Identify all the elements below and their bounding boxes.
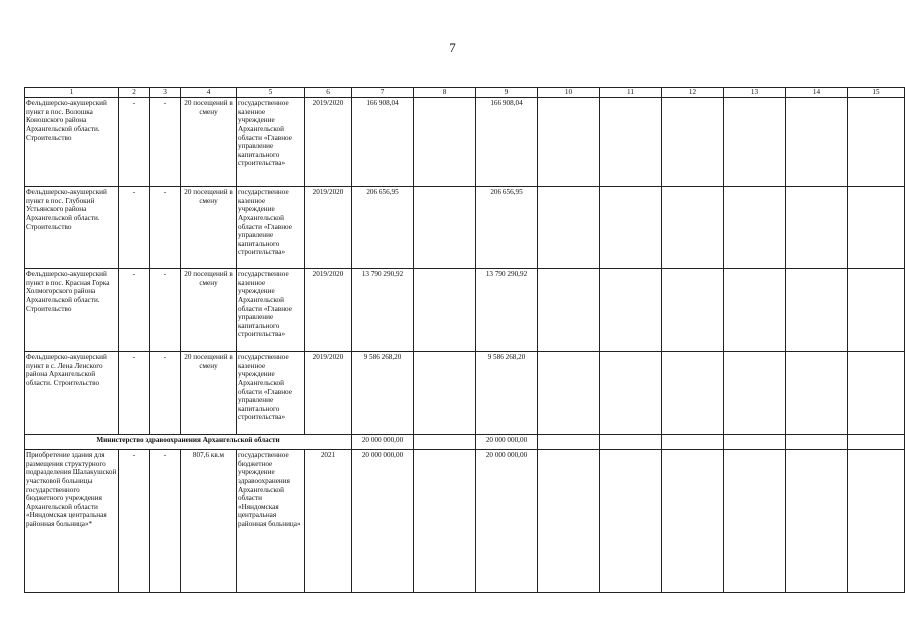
empty-cell [724,187,786,269]
cell-col8 [414,352,476,435]
empty-cell [662,187,724,269]
empty-cell [600,269,662,352]
capacity-cell: 20 посещений в смену [181,269,237,352]
empty-cell [600,450,662,593]
column-header: 8 [414,88,476,98]
cell-col2: - [119,187,150,269]
cell-col2: - [119,98,150,187]
empty-cell [848,269,905,352]
column-header: 15 [848,88,905,98]
cell-col9: 206 656,95 [476,187,538,269]
empty-cell [600,98,662,187]
capacity-cell: 20 посещений в смену [181,352,237,435]
column-header: 11 [600,88,662,98]
cell-col3: - [150,352,181,435]
empty-cell [848,187,905,269]
cell-col9: 20 000 000,00 [476,450,538,593]
investment-table [24,87,905,593]
empty-cell [848,352,905,435]
column-header: 13 [724,88,786,98]
table-row [25,98,905,187]
total-cell: 20 000 000,00 [352,450,414,593]
total-cell: 9 586 268,20 [352,352,414,435]
empty-cell [662,435,724,450]
column-header: 4 [181,88,237,98]
cell-col3: - [150,269,181,352]
capacity-cell: 807,6 кв.м [181,450,237,593]
empty-cell [538,187,600,269]
cell-col9: 166 908,04 [476,98,538,187]
table-row [25,187,905,269]
total-cell: 206 656,95 [352,187,414,269]
capacity-cell: 20 посещений в смену [181,98,237,187]
cell-col3: - [150,98,181,187]
empty-cell [786,269,848,352]
empty-cell [786,435,848,450]
column-header: 1 [25,88,119,98]
cell-col8 [414,269,476,352]
empty-cell [724,435,786,450]
column-header: 12 [662,88,724,98]
object-name: Приобретение здания для размещения структурного подразделения Шалакушской участковой больницы государственного бюджетного учреждения Архангельской области «Няндомская центральная районная больница»* [25,450,119,593]
empty-cell [848,98,905,187]
empty-cell [538,450,600,593]
table-row [25,450,905,593]
section-row [25,435,905,450]
cell-col2: - [119,269,150,352]
column-header: 2 [119,88,150,98]
object-name: Фельдшерско-акушерский пункт в с. Лена Ленского района Архангельской области. Строительство [25,352,119,435]
empty-cell [786,352,848,435]
empty-cell [786,187,848,269]
empty-cell [414,435,476,450]
column-header: 5 [237,88,305,98]
empty-cell [724,450,786,593]
empty-cell [662,450,724,593]
page-number: 7 [449,40,456,55]
total-cell: 13 790 290,92 [352,269,414,352]
table-row [25,269,905,352]
empty-cell [538,352,600,435]
empty-cell [662,98,724,187]
cell-col2: - [119,450,150,593]
empty-cell [848,435,905,450]
empty-cell [662,269,724,352]
cell-col9: 13 790 290,92 [476,269,538,352]
column-header: 14 [786,88,848,98]
cell-col8 [414,187,476,269]
total-cell: 166 908,04 [352,98,414,187]
customer-cell: государственное казенное учреждение Архангельской области «Главное управление капитального строительства» [237,187,305,269]
section-total: 20 000 000,00 [352,435,414,450]
cell-col2: - [119,352,150,435]
customer-cell: государственное казенное учреждение Архангельской области «Главное управление капитального строительства» [237,269,305,352]
customer-cell: государственное казенное учреждение Архангельской области «Главное управление капитального строительства» [237,352,305,435]
cell-col8 [414,450,476,593]
empty-cell [724,98,786,187]
years-cell: 2021 [305,450,352,593]
cell-col8 [414,98,476,187]
object-name: Фельдшерско-акушерский пункт в пос. Волошка Коношского района Архангельской области. Строительство [25,98,119,187]
cell-col9: 9 586 268,20 [476,352,538,435]
object-name: Фельдшерско-акушерский пункт в пос. Красная Горка Холмогорского района Архангельской области. Строительство [25,269,119,352]
years-cell: 2019/2020 [305,269,352,352]
empty-cell [538,435,600,450]
cell-col3: - [150,187,181,269]
years-cell: 2019/2020 [305,98,352,187]
empty-cell [600,435,662,450]
section-col9: 20 000 000,00 [476,435,538,450]
header-row [25,88,905,98]
empty-cell [600,352,662,435]
table-row [25,352,905,435]
empty-cell [786,450,848,593]
empty-cell [724,352,786,435]
column-header: 10 [538,88,600,98]
empty-cell [538,269,600,352]
years-cell: 2019/2020 [305,187,352,269]
column-header: 9 [476,88,538,98]
customer-cell: государственное казенное учреждение Архангельской области «Главное управление капитального строительства» [237,98,305,187]
cell-col3: - [150,450,181,593]
empty-cell [724,269,786,352]
column-header: 7 [352,88,414,98]
object-name: Фельдшерско-акушерский пункт в пос. Глубокий Устьянского района Архангельской области. Строительство [25,187,119,269]
section-title: Министерство здравоохранения Архангельской области [25,435,352,450]
capacity-cell: 20 посещений в смену [181,187,237,269]
empty-cell [538,98,600,187]
empty-cell [600,187,662,269]
empty-cell [662,352,724,435]
years-cell: 2019/2020 [305,352,352,435]
column-header: 6 [305,88,352,98]
column-header: 3 [150,88,181,98]
empty-cell [786,98,848,187]
customer-cell: государственное бюджетное учреждение здравоохранения Архангельской области «Няндомская центральная районная больница» [237,450,305,593]
empty-cell [848,450,905,593]
